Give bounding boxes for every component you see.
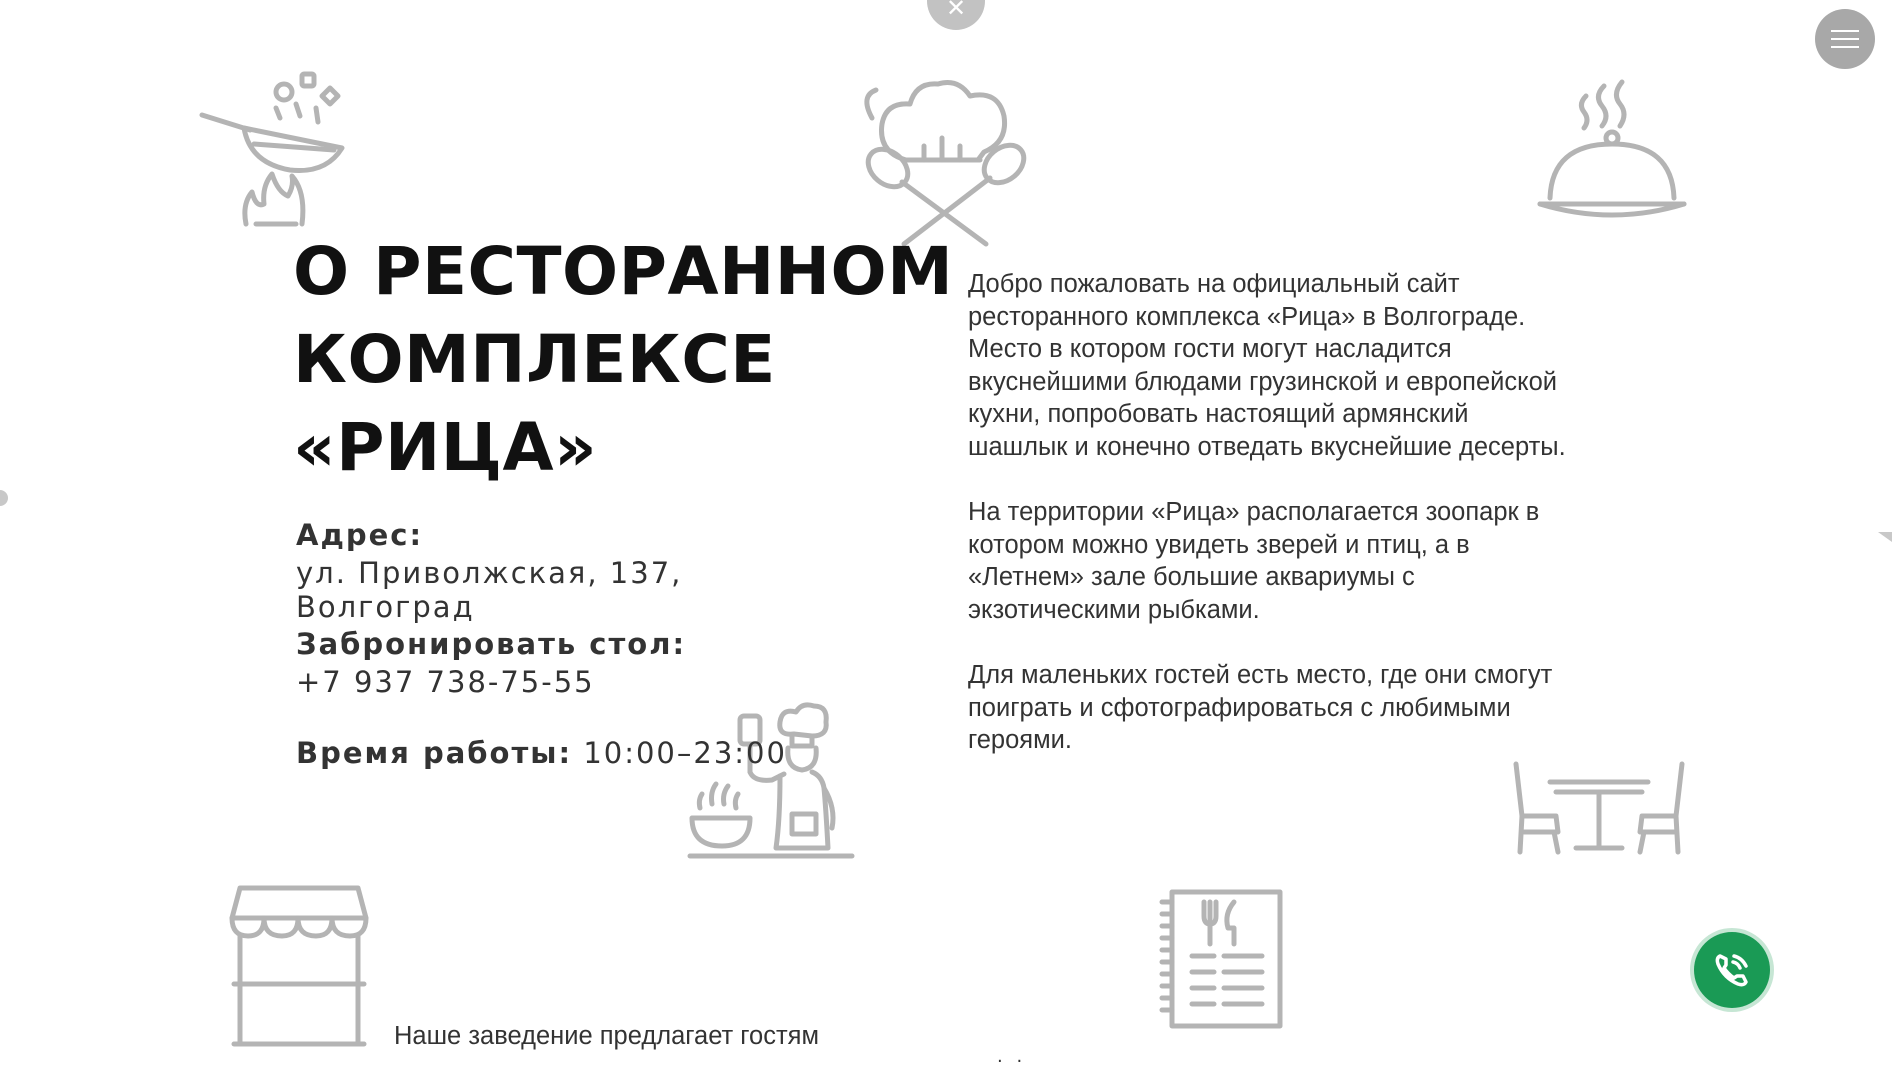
grill-chef-icon bbox=[688, 700, 854, 862]
hours-label: Время работы: bbox=[296, 736, 573, 770]
close-button[interactable] bbox=[927, 0, 985, 30]
booking-phone-link[interactable]: +7 937 738-75-55 bbox=[296, 665, 595, 699]
description-paragraph: Для маленьких гостей есть место, где они смогут поиграть и сфотографироваться с любимыми героями. bbox=[968, 661, 1553, 755]
address-value: ул. Приволжская, 137, Волгоград bbox=[296, 556, 683, 624]
title-line: О РЕСТОРАННОМ bbox=[293, 233, 954, 310]
slider-prev-handle[interactable] bbox=[0, 490, 8, 506]
phone-icon bbox=[1712, 950, 1752, 990]
address-label: Адрес: bbox=[296, 518, 424, 552]
page-title bbox=[293, 228, 973, 492]
cloche-icon bbox=[1532, 80, 1692, 224]
frying-pan-icon bbox=[198, 68, 358, 228]
menu-book-icon bbox=[1158, 888, 1284, 1030]
slider-next-handle[interactable] bbox=[1878, 532, 1892, 542]
market-stall-icon bbox=[230, 884, 368, 1048]
close-icon: ✕ bbox=[945, 0, 967, 22]
offer-teaser-text: Наше заведение предлагает гостям bbox=[394, 1022, 819, 1050]
hamburger-menu-icon[interactable] bbox=[1815, 9, 1875, 69]
description-paragraph: На территории «Рица» располагается зоопарк в котором можно увидеть зверей и птиц, а в «Летнем» зале большие аквариумы с экзотическими рыбками. bbox=[968, 498, 1540, 624]
call-button[interactable] bbox=[1694, 932, 1770, 1008]
address-block bbox=[296, 518, 856, 624]
booking-label: Забронировать стол: bbox=[296, 627, 687, 661]
hours-value: 10:00–23:00 bbox=[583, 736, 787, 770]
section-dots: . . bbox=[997, 1046, 1027, 1067]
about-description bbox=[968, 268, 1568, 790]
booking-block bbox=[296, 627, 856, 699]
hours-block bbox=[296, 736, 856, 770]
title-line: КОМПЛЕКСЕ bbox=[293, 321, 776, 398]
chef-hat-spoons-icon bbox=[858, 72, 1038, 248]
description-paragraph: Добро пожаловать на официальный сайт ресторанного комплекса «Рица» в Волгограде. Место в котором гости могут насладится вкуснейшими блюдами грузинской и европейской кухни, попробовать настоящий армянский шашлык и конечно отведать вкуснейшие десерты. bbox=[968, 270, 1566, 461]
title-line: «РИЦА» bbox=[293, 409, 598, 486]
